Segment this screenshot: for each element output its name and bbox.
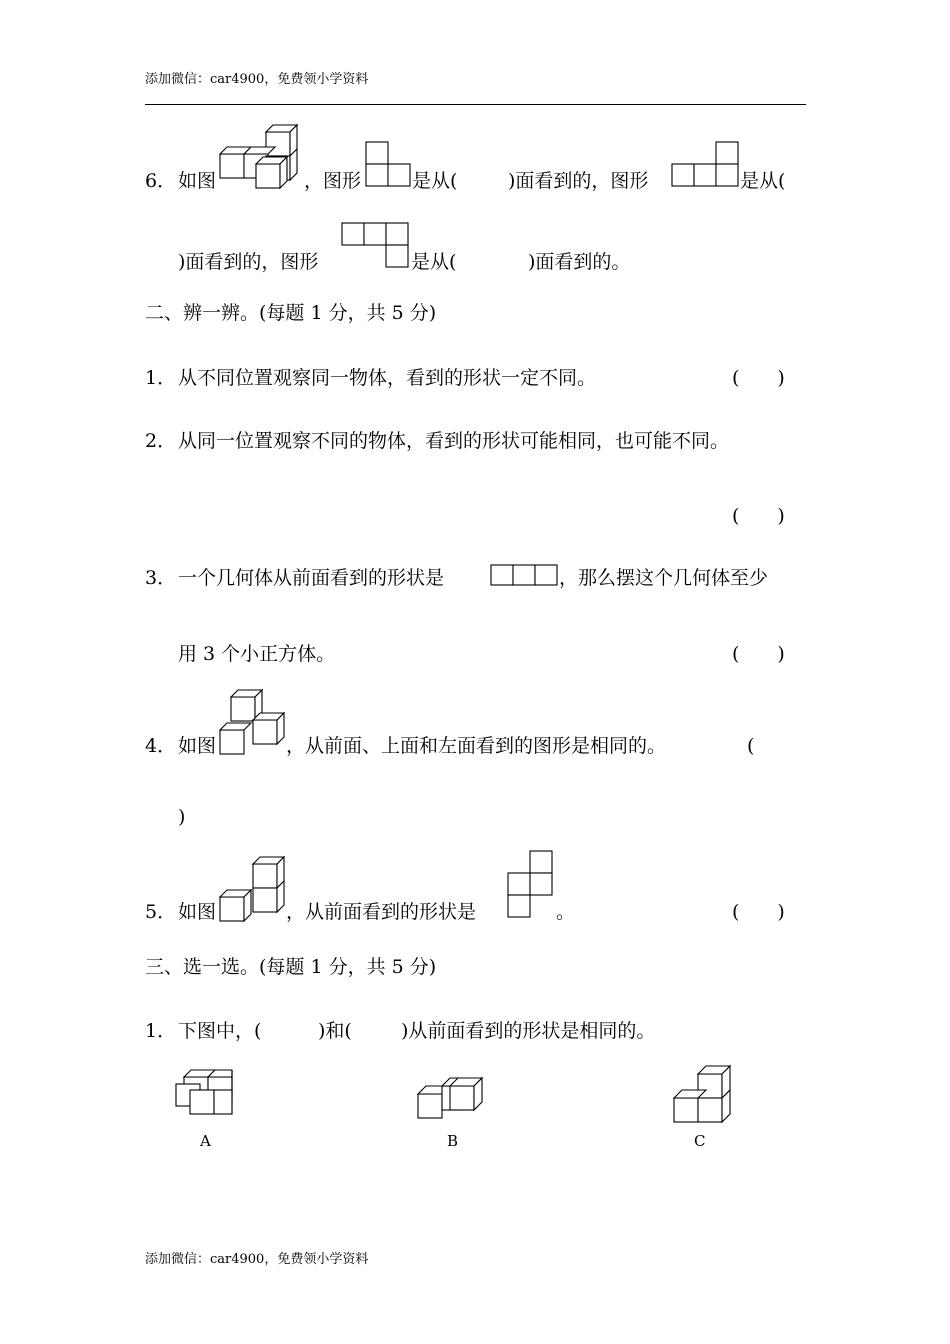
s2q4-paren-close[interactable]: )	[178, 806, 186, 828]
option-c-solid-figure[interactable]	[674, 1065, 734, 1125]
s2q2-text: 从同一位置观察不同的物体，看到的形状可能相同，也可能不同。	[178, 430, 730, 452]
q6-view-shape-3	[342, 223, 410, 269]
s3q1-number: 1．	[145, 1020, 177, 1042]
s2q3-text-c: 用 3 个小正方体。	[178, 643, 336, 665]
s2q4-solid-figure	[220, 688, 290, 756]
s2q5-solid-figure	[220, 855, 290, 923]
q6-text-8: )面看到的。	[528, 251, 631, 273]
q6-number: 6．	[145, 170, 177, 192]
s2q5-text-a: 如图	[178, 901, 217, 923]
s2q4-text-b: ，从前面、上面和左面看到的图形是相同的。	[286, 735, 667, 757]
s2q1-number: 1．	[145, 367, 177, 389]
section-3-title: 三、选一选。(每题 1 分，共 5 分)	[145, 956, 437, 978]
s2q4-text-a: 如图	[178, 735, 217, 757]
q6-view-shape-1	[366, 142, 412, 188]
s2q4-number: 4．	[145, 735, 177, 757]
s3q1-text-c: )从前面看到的形状是相同的。	[401, 1020, 656, 1042]
s2q5-text-b: ，从前面看到的形状是	[286, 901, 477, 923]
q6-text-1: 如图	[178, 170, 217, 192]
option-b-solid-figure[interactable]	[418, 1078, 484, 1122]
s2q5-answer-blank[interactable]: ( )	[732, 901, 785, 923]
option-b-label[interactable]: B	[447, 1132, 459, 1150]
s2q3-answer-blank[interactable]: ( )	[732, 643, 785, 665]
q6-text-5: 是从(	[740, 170, 786, 192]
header-rule	[145, 104, 806, 105]
s2q4-paren-open[interactable]: (	[747, 735, 755, 757]
q6-text-7: 是从(	[411, 251, 457, 273]
s2q3-front-view-shape	[491, 565, 559, 587]
s2q3-text-a: 一个几何体从前面看到的形状是	[178, 567, 445, 589]
s2q2-number: 2．	[145, 430, 177, 452]
s2q3-text-b: ，那么摆这个几何体至少	[559, 567, 769, 589]
s2q5-text-c: 。	[556, 901, 576, 923]
s2q2-answer-blank[interactable]: ( )	[732, 505, 785, 527]
s3q1-text-b: )和(	[318, 1020, 352, 1042]
s3q1-text-a: 下图中，(	[178, 1020, 262, 1042]
s2q1-answer-blank[interactable]: ( )	[732, 367, 785, 389]
option-a-solid-figure[interactable]	[176, 1070, 236, 1116]
s2q3-number: 3．	[145, 567, 177, 589]
option-a-label[interactable]: A	[200, 1132, 211, 1150]
q6-view-shape-2	[672, 142, 740, 188]
q6-text-3: 是从(	[412, 170, 458, 192]
q6-text-4: )面看到的，图形	[508, 170, 649, 192]
option-c-label[interactable]: C	[694, 1132, 706, 1150]
q6-text-6: )面看到的，图形	[178, 251, 319, 273]
q6-solid-figure	[220, 123, 302, 189]
q6-text-2: ，图形	[304, 170, 362, 192]
s2q5-view-shape	[508, 851, 556, 921]
page-header: 添加微信：car4900，免费领小学资料	[145, 72, 369, 87]
s2q1-text: 从不同位置观察同一物体，看到的形状一定不同。	[178, 367, 597, 389]
page-footer: 添加微信：car4900，免费领小学资料	[145, 1252, 369, 1267]
s2q5-number: 5．	[145, 901, 177, 923]
section-2-title: 二、辨一辨。(每题 1 分，共 5 分)	[145, 302, 437, 324]
